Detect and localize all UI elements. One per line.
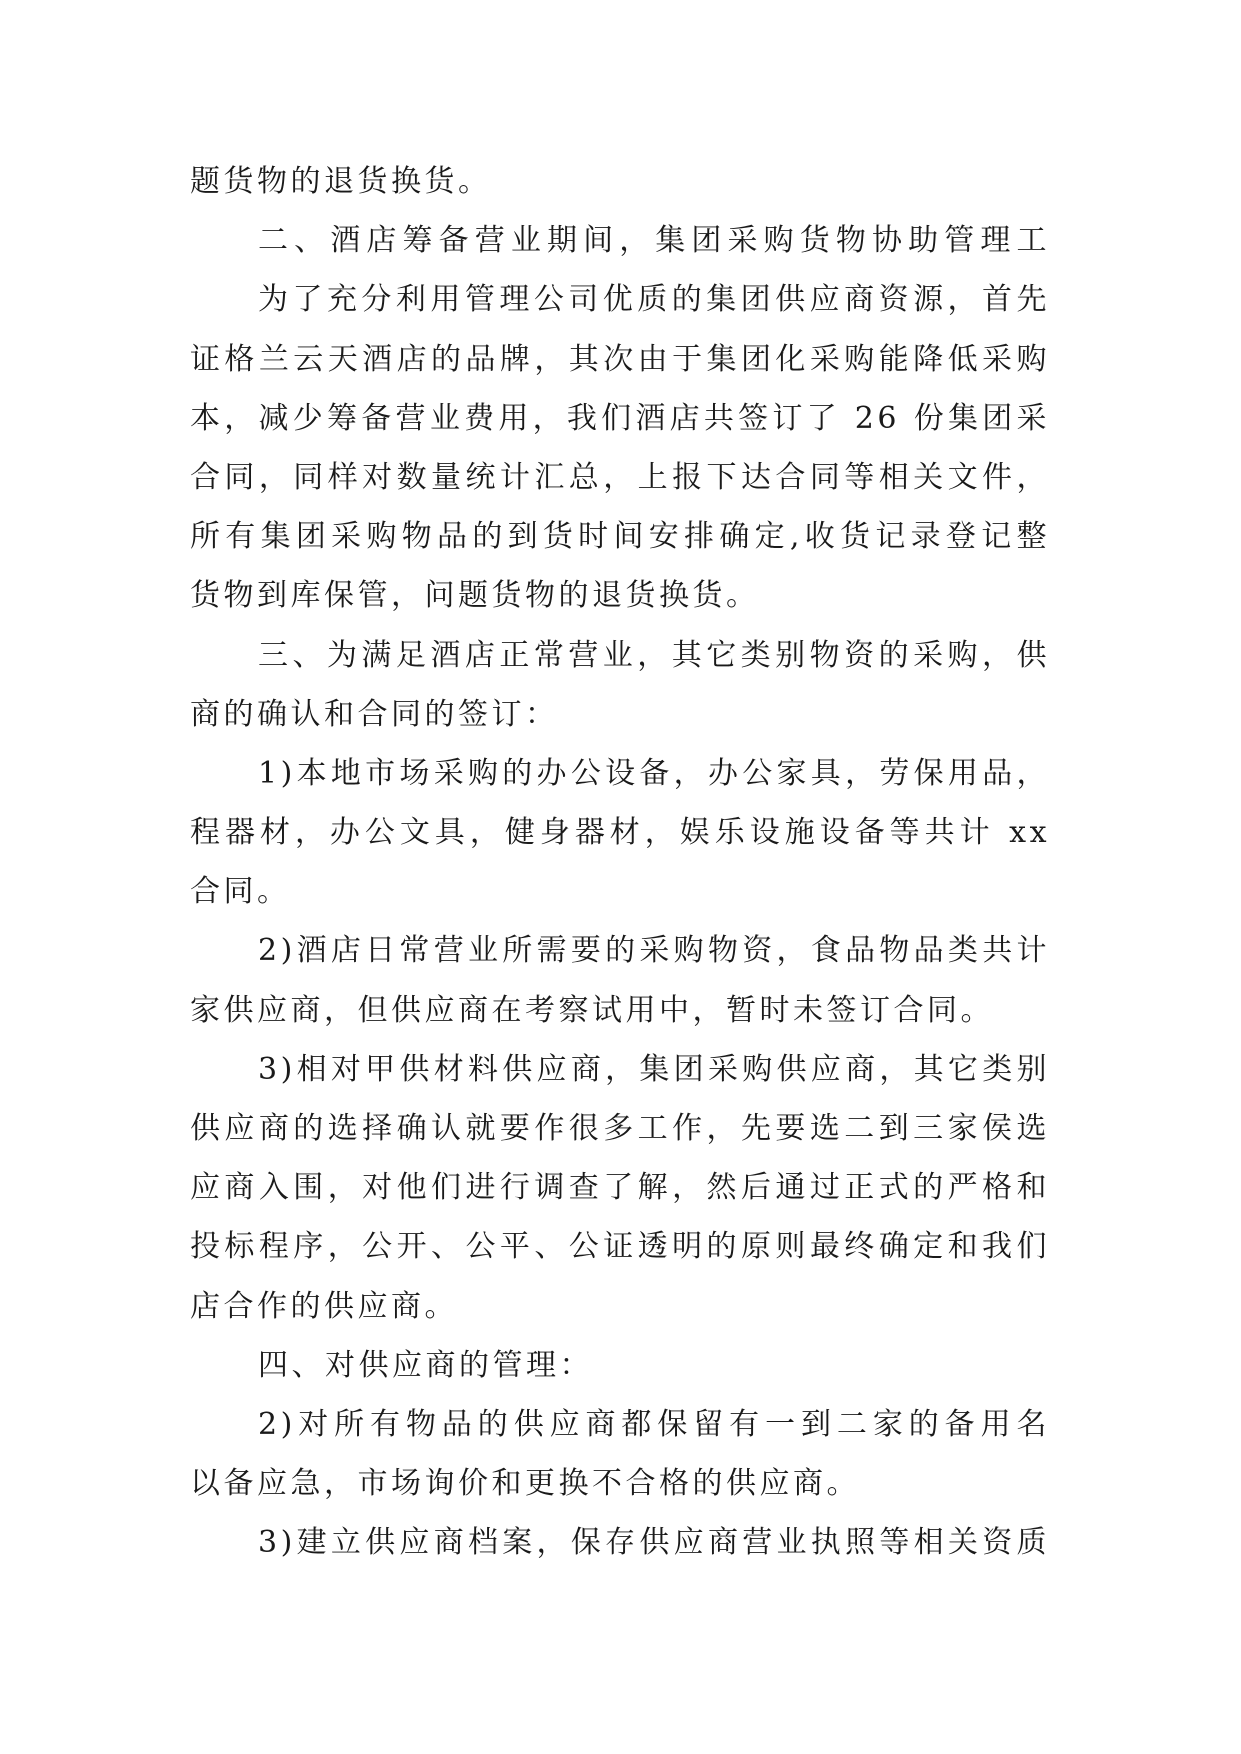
- text-line: 本，减少筹备营业费用，我们酒店共签订了 26 份集团采: [190, 400, 1050, 436]
- text-line: 合同。: [190, 874, 291, 910]
- text-line: 商的确认和合同的签订：: [190, 696, 559, 732]
- text-line: 所有集团采购物品的到货时间安排确定,收货记录登记整: [190, 519, 1050, 555]
- text-line: 供应商的选择确认就要作很多工作，先要选二到三家侯选: [190, 1111, 1050, 1146]
- text-line: 1)本地市场采购的办公设备，办公家具，劳保用品，: [258, 755, 1050, 791]
- text-line: 程器材，办公文具，健身器材，娱乐设施设备等共计 xx: [190, 815, 1050, 851]
- text-line: 家供应商，但供应商在考察试用中，暂时未签订合同。: [190, 992, 994, 1028]
- text-line: 2)对所有物品的供应商都保留有一到二家的备用名: [258, 1406, 1050, 1442]
- text-line: 应商入围，对他们进行调查了解，然后通过正式的严格和: [190, 1170, 1050, 1206]
- text-line: 合同，同样对数量统计汇总，上报下达合同等相关文件，: [190, 459, 1050, 495]
- text-line: 投标程序，公开、公平、公证透明的原则最终确定和我们: [190, 1229, 1050, 1265]
- document-body: [190, 152, 1050, 1573]
- text-line: 2)酒店日常营业所需要的采购物资，食品物品类共计: [258, 933, 1050, 969]
- text-line: 以备应急，市场询价和更换不合格的供应商。: [190, 1466, 860, 1502]
- text-line: 三、为满足酒店正常营业，其它类别物资的采购，供: [258, 637, 1050, 673]
- text-line: 3)相对甲供材料供应商，集团采购供应商，其它类别: [258, 1051, 1050, 1087]
- text-line: 题货物的退货换货。: [190, 164, 492, 199]
- text-line: 货物到库保管，问题货物的退货换货。: [190, 578, 760, 614]
- text-line: 证格兰云天酒店的品牌，其次由于集团化采购能降低采购: [190, 341, 1050, 377]
- text-line: 为了充分利用管理公司优质的集团供应商资源，首先: [258, 282, 1050, 318]
- text-line: 店合作的供应商。: [190, 1288, 458, 1324]
- text-line: 3)建立供应商档案，保存供应商营业执照等相关资质: [258, 1525, 1050, 1561]
- text-line: 二、酒店筹备营业期间，集团采购货物协助管理工: [258, 223, 1050, 259]
- text-line: 四、对供应商的管理：: [258, 1347, 593, 1383]
